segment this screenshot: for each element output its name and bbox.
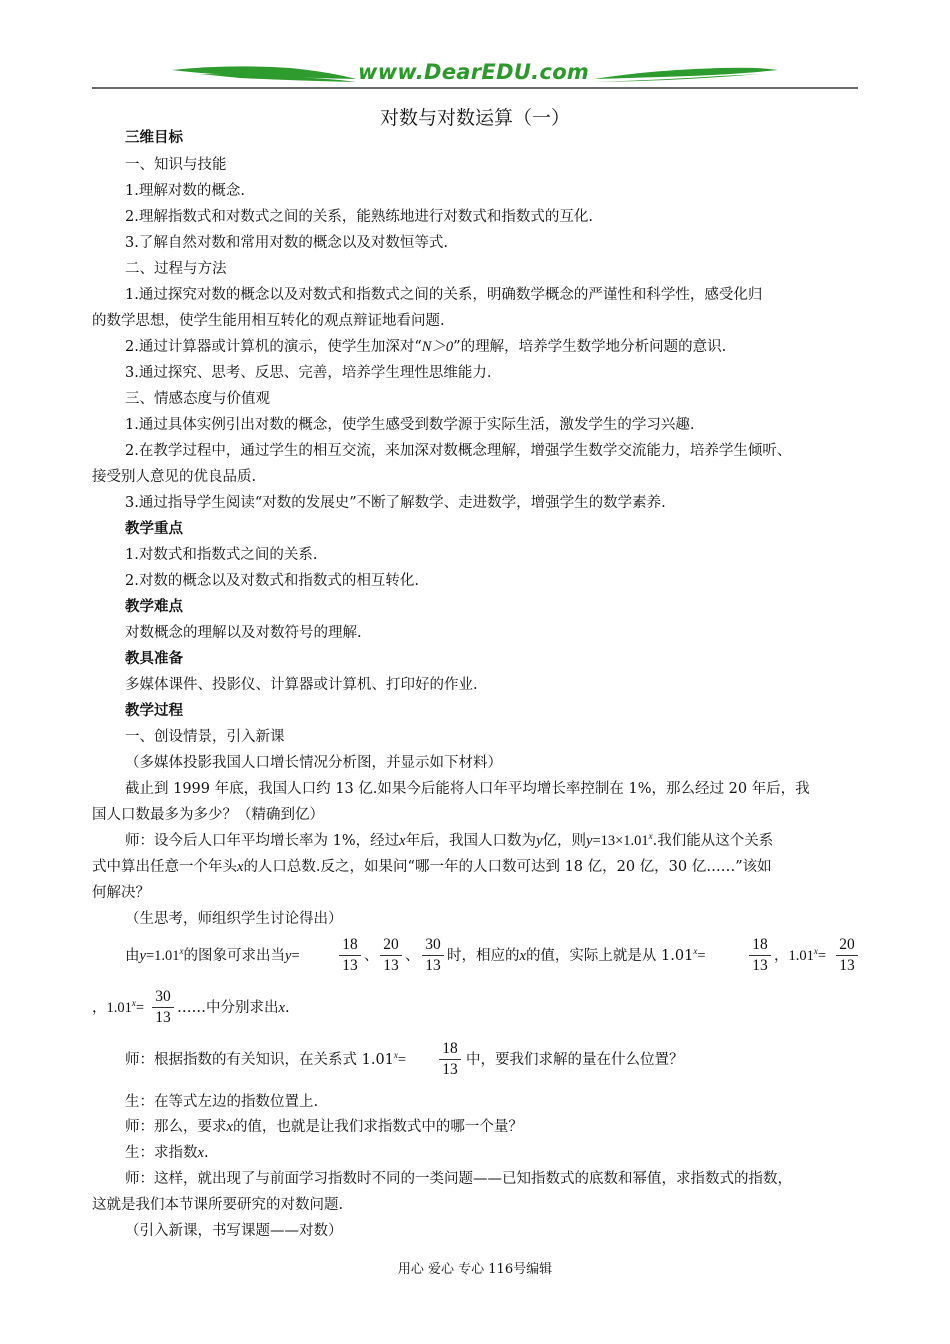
text-segment: 的值，实际上就是从 1.01: [525, 948, 694, 964]
denominator: 13: [442, 1061, 458, 1078]
text-line: 多媒体课件、投影仪、计算器或计算机、打印好的作业.: [125, 677, 478, 693]
text-segment: .我们能从这个关系: [652, 833, 774, 849]
text-line: 2.理解指数式和对数式之间的关系，能熟练地进行对数式和指数式的互化.: [125, 209, 593, 225]
numerator: 18: [342, 936, 358, 953]
text-line: 接受别人意见的优良品质.: [92, 469, 257, 485]
var-y: y: [536, 833, 543, 849]
text-segment: ”的理解，培养学生数学地分析问题的意识.: [453, 339, 727, 355]
text-line: 截止到 1999 年底，我国人口约 13 亿.如果今后能将人口年平均增长率控制在 1%，那么经过 20 年后，我: [125, 781, 810, 797]
text-line: （引入新课，书写课题——对数）: [125, 1223, 343, 1239]
var-y: y: [139, 948, 146, 964]
section-heading-goals: 三维目标: [125, 129, 183, 146]
site-logo-text: www.DearEDU.com: [358, 60, 590, 84]
header-banner-graphic: [0, 0, 950, 100]
text-line: 生：在等式左边的指数位置上.: [125, 1094, 319, 1110]
fraction-20-13: [380, 936, 402, 975]
graph-sentence-b: [447, 946, 706, 966]
numerator: 20: [383, 936, 399, 953]
equals-sign: =: [135, 1000, 145, 1016]
text-line: [177, 998, 290, 1018]
var-x: x: [226, 1119, 233, 1135]
text-segment: 的图象可求出当: [183, 948, 285, 964]
var-x: x: [237, 859, 244, 875]
text-line: 对数概念的理解以及对数符号的理解.: [125, 625, 362, 641]
equation-segment: =1.01: [145, 948, 180, 964]
var-x: x: [278, 1000, 285, 1016]
text-segment: 式中算出任意一个年头: [92, 859, 237, 875]
numerator: 30: [155, 988, 171, 1005]
fraction-30-13: [152, 988, 174, 1027]
section-heading-procedure: 教学过程: [125, 702, 183, 719]
var-y: y: [285, 948, 292, 964]
exponent-x: x: [179, 946, 184, 956]
text-line: [92, 857, 772, 877]
text-line: 1.通过具体实例引出对数的概念，使学生感受到数学源于实际生活，激发学生的学习兴趣.: [125, 417, 695, 433]
var-x: x: [519, 948, 526, 964]
fraction-20-13: [836, 936, 858, 975]
text-segment: .: [203, 1145, 209, 1161]
var-x: x: [399, 833, 406, 849]
subheading-scenario: 一、创设情景，引入新课: [125, 729, 285, 745]
numerator: 18: [752, 936, 768, 953]
teacher-position-question: [125, 1050, 406, 1070]
equation-segment: [774, 946, 826, 966]
text-segment: ，1.01: [774, 948, 814, 964]
fraction-18-13: [439, 1040, 461, 1079]
fraction-18-13: [339, 936, 361, 975]
text-line: 2.在教学过程中，通过学生的相互交流，来加深对数概念理解，增强学生数学交流能力，培养学生倾听、: [125, 443, 792, 459]
text-line: 1.通过探究对数的概念以及对数式和指数式之间的关系，明确数学概念的严谨性和科学性，感受化归: [125, 287, 763, 303]
graph-sentence-a: [125, 946, 300, 966]
text-line-with-inequality: [125, 337, 726, 357]
text-segment: 中，要我们求解的量在什么位置？: [466, 1052, 684, 1068]
text-segment: 师：根据指数的有关知识，在关系式 1.01: [125, 1052, 394, 1068]
section-heading-difficulties: 教学难点: [125, 598, 183, 615]
text-segment: 师：那么，要求: [125, 1119, 227, 1135]
exponent-x: x: [693, 946, 698, 956]
text-segment: 由: [125, 948, 140, 964]
page-header: [0, 0, 950, 100]
numerator: 18: [442, 1040, 458, 1057]
text-segment: 生：求指数: [125, 1145, 198, 1161]
fraction-18-13: [749, 936, 771, 975]
separator: 、: [405, 948, 420, 964]
denominator: 13: [342, 957, 358, 974]
text-line: 的数学思想，使学生能用相互转化的观点辩证地看问题.: [92, 313, 445, 329]
exponent-x: x: [131, 998, 136, 1008]
text-line: 3.了解自然对数和常用对数的概念以及对数恒等式.: [125, 235, 448, 251]
text-line: 1.理解对数的概念.: [125, 183, 245, 199]
text-line: 3.通过探究、思考、反思、完善，培养学生理性思维能力.: [125, 365, 492, 381]
denominator: 13: [839, 957, 855, 974]
page-title: 对数与对数运算（一）: [379, 107, 570, 129]
text-segment: 的人口总数.反之，如果问“哪一年的人口数可达到 18 亿，20 亿，30 亿……”该如: [243, 859, 772, 875]
equals-sign: =: [697, 948, 706, 964]
numerator: 30: [425, 936, 441, 953]
text-segment: 时，相应的: [447, 948, 520, 964]
text-line: 3.通过指导学生阅读“对数的发展史”不断了解数学、走进数学，增强学生的数学素养.: [125, 495, 666, 511]
denominator: 13: [425, 957, 441, 974]
text-line: （生思考，师组织学生讨论得出）: [125, 911, 343, 927]
text-line: [125, 1143, 209, 1163]
text-line: 师：这样，就出现了与前面学习指数时不同的一类问题——已知指数式的底数和幂值，求指数式的指数，: [125, 1171, 792, 1187]
subheading-process: 二、过程与方法: [125, 261, 227, 277]
section-heading-key-points: 教学重点: [125, 520, 183, 537]
equals-sign: =: [291, 948, 300, 964]
text-segment: 2.通过计算器或计算机的演示，使学生加深对“: [125, 339, 422, 355]
text-segment: 年后，我国人口数为: [405, 833, 537, 849]
text-segment: 师：设今后人口年平均增长率为 1%，经过: [125, 833, 400, 849]
text-line: 国人口数最多为多少？（精确到亿）: [92, 807, 324, 823]
equation-segment: [92, 998, 144, 1018]
text-segment: 的值，也就是让我们求指数式中的哪一个量？: [232, 1119, 523, 1135]
text-line: 2.对数的概念以及对数式和指数式的相互转化.: [125, 573, 419, 589]
denominator: 13: [752, 957, 768, 974]
text-segment: 亿，则: [542, 833, 586, 849]
subheading-knowledge: 一、知识与技能: [125, 157, 227, 173]
page-footer: 用心 爱心 专心 116号编辑: [397, 1262, 553, 1277]
text-segment: .: [284, 1000, 290, 1016]
exponent-x: x: [813, 946, 818, 956]
denominator: 13: [155, 1009, 171, 1026]
exponent-x: x: [648, 831, 653, 841]
fraction-30-13: [422, 936, 444, 975]
var-x: x: [197, 1145, 204, 1161]
text-line: 何解决？: [92, 885, 150, 901]
text-segment: ，1.01: [92, 1000, 132, 1016]
separator: 、: [364, 948, 379, 964]
denominator: 13: [383, 957, 399, 974]
text-segment: ……中分别求出: [177, 1000, 279, 1016]
exponent-x: x: [393, 1050, 398, 1060]
text-line: 1.对数式和指数式之间的关系.: [125, 547, 318, 563]
text-line: （多媒体投影我国人口增长情况分析图，并显示如下材料）: [125, 755, 502, 771]
teacher-line-equation: [125, 831, 773, 851]
text-line: [125, 1117, 523, 1137]
equals-sign: =: [817, 948, 827, 964]
var-y: y: [586, 833, 593, 849]
subheading-attitude: 三、情感态度与价值观: [125, 391, 270, 407]
text-line: 这就是我们本节课所要研究的对数问题.: [92, 1197, 344, 1213]
equation-segment: =13×1.01: [592, 833, 649, 849]
inequality-n-gt-0: N＞0: [421, 339, 454, 355]
numerator: 20: [839, 936, 855, 953]
equals-sign: =: [397, 1052, 407, 1068]
section-heading-materials: 教具准备: [125, 650, 183, 667]
